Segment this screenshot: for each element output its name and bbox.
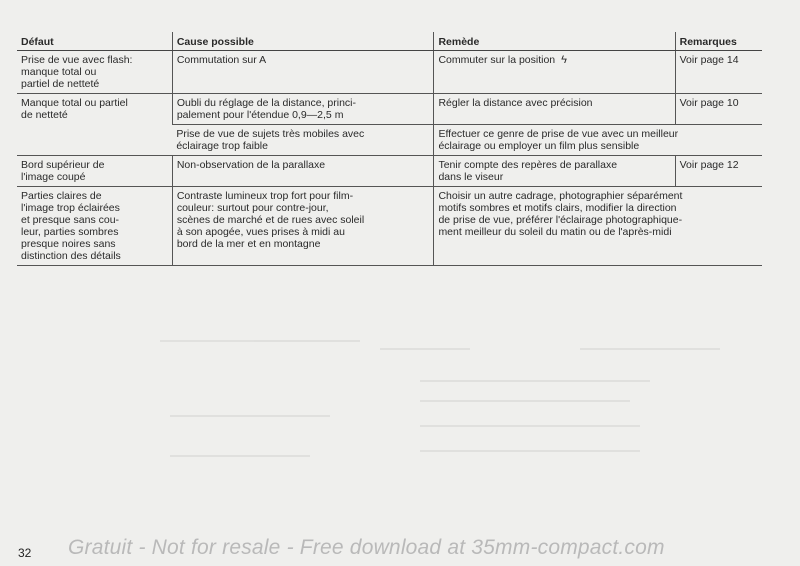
flash-symbol-icon: ϟ bbox=[561, 54, 567, 66]
cause-cell: Prise de vue de sujets très mobiles avec éclairage trop faible bbox=[172, 125, 434, 156]
remede-cell: Régler la distance avec précision bbox=[434, 94, 675, 125]
cause-cell: Contraste lumineux trop fort pour film- couleur: surtout pour contre-jour, scènes de marché et de rues avec soleil à son apogée, vues prises à midi au bord de la mer et en montagne bbox=[172, 187, 434, 266]
header-cause: Cause possible bbox=[172, 32, 434, 51]
remede-cell: Effectuer ce genre de prise de vue avec un meilleur éclairage ou employer un film plus sensible bbox=[434, 125, 762, 156]
remede-text: Commuter sur la position bbox=[438, 54, 556, 66]
header-remarques: Remarques bbox=[675, 32, 762, 51]
cause-cell: Non-observation de la parallaxe bbox=[172, 156, 434, 187]
cause-cell: Commutation sur A bbox=[172, 51, 434, 94]
show-through-shadow bbox=[20, 300, 780, 490]
defaut-cell: Manque total ou partiel de netteté bbox=[17, 94, 172, 156]
remarques-cell: Voir page 10 bbox=[675, 94, 762, 125]
troubleshooting-table bbox=[17, 32, 762, 266]
page-number: 32 bbox=[18, 546, 32, 560]
cause-cell: Oubli du réglage de la distance, princi- palement pour l'étendue 0,9—2,5 m bbox=[172, 94, 434, 125]
table-row bbox=[17, 187, 762, 266]
defaut-cell: Bord supérieur de l'image coupé bbox=[17, 156, 172, 187]
header-remede: Remède bbox=[434, 32, 675, 51]
header-defaut: Défaut bbox=[17, 32, 172, 51]
remarques-cell: Voir page 12 bbox=[675, 156, 762, 187]
watermark-text: Gratuit - Not for resale - Free download at 35mm-compact.com bbox=[68, 536, 665, 559]
remede-cell bbox=[434, 51, 675, 94]
table-row bbox=[17, 51, 762, 94]
table-row bbox=[17, 156, 762, 187]
defaut-cell: Prise de vue avec flash: manque total ou partiel de netteté bbox=[17, 51, 172, 94]
remede-cell: Choisir un autre cadrage, photographier séparément motifs sombres et motifs clairs, modifier la direction de prise de vue, préférer l'éclairage photographique- ment meilleur du soleil du matin ou de l'après-midi bbox=[434, 187, 762, 266]
remede-cell: Tenir compte des repères de parallaxe dans le viseur bbox=[434, 156, 675, 187]
table-header-row bbox=[17, 32, 762, 51]
defaut-cell: Parties claires de l'image trop éclairées et presque sans cou- leur, parties sombres presque noires sans distinction des détails bbox=[17, 187, 172, 266]
table-row bbox=[17, 94, 762, 125]
remarques-cell: Voir page 14 bbox=[675, 51, 762, 94]
